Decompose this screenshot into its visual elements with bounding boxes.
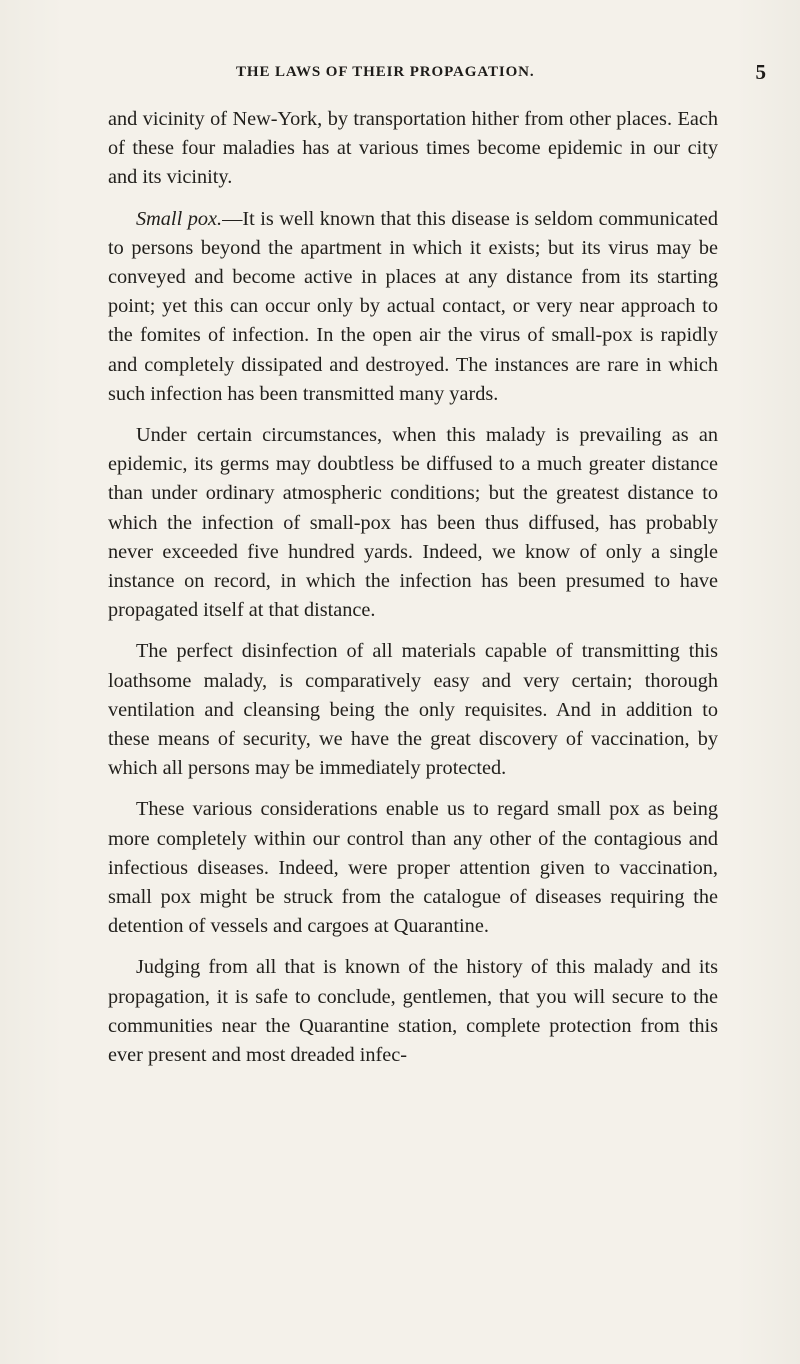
- body-text: [108, 105, 718, 1070]
- paragraph-1-text: and vicinity of New-York, by transportation hither from other places. Each of these four maladies has at various times become epidemic in our city and its vicinity.: [108, 108, 718, 189]
- paragraph-4-text: The perfect disinfection of all materials capable of transmitting this loathsome malady, is comparatively easy and very certain; thorough ventilation and cleansing being the only requisites. And in addition to these means of security, we have the great discovery of vaccination, by which all persons may be immediately protected.: [108, 640, 718, 780]
- paragraph-3-text: Under certain circumstances, when this malady is prevailing as an epidemic, its germs may doubtless be diffused to a much greater distance than under ordinary atmospheric conditions; but the greatest distance to which the infection of small-pox has been thus diffused, has probably never exceeded five hundred yards. Indeed, we know of only a single instance on record, in which the infection has been presumed to have propagated itself at that distance.: [108, 424, 718, 622]
- paragraph-3: [108, 421, 718, 625]
- paragraph-1: [108, 105, 718, 193]
- paragraph-4: [108, 637, 718, 783]
- paragraph-6: [108, 953, 718, 1070]
- paragraph-6-text: Judging from all that is known of the history of this malady and its propagation, it is safe to conclude, gentlemen, that you will secure to the communities near the Quarantine station, complete protection from this ever present and most dreaded infec-: [108, 956, 718, 1067]
- running-head: THE LAWS OF THEIR PROPAGATION.: [236, 64, 535, 80]
- paragraph-5-text: These various considerations enable us to regard small pox as being more completely within our control than any other of the contagious and infectious diseases. Indeed, were proper attention given to vaccination, small pox might be struck from the catalogue of diseases requiring the detention of vessels and cargoes at Quarantine.: [108, 798, 718, 938]
- page-header: [236, 60, 794, 88]
- paragraph-2-text: —It is well known that this disease is seldom communicated to persons beyond the apartment in which it exists; but its virus may be conveyed and become active in places at any distance from its starting point; yet this can occur only by actual contact, or very near approach to the fomites of infection. In the open air the virus of small-pox is rapidly and completely dissipated and destroyed. The instances are rare in which such infection has been transmitted many yards.: [108, 207, 718, 405]
- paragraph-2: [108, 205, 718, 409]
- paragraph-5: [108, 795, 718, 941]
- section-lead-small-pox: Small pox.: [136, 207, 223, 230]
- page-number: 5: [755, 60, 766, 84]
